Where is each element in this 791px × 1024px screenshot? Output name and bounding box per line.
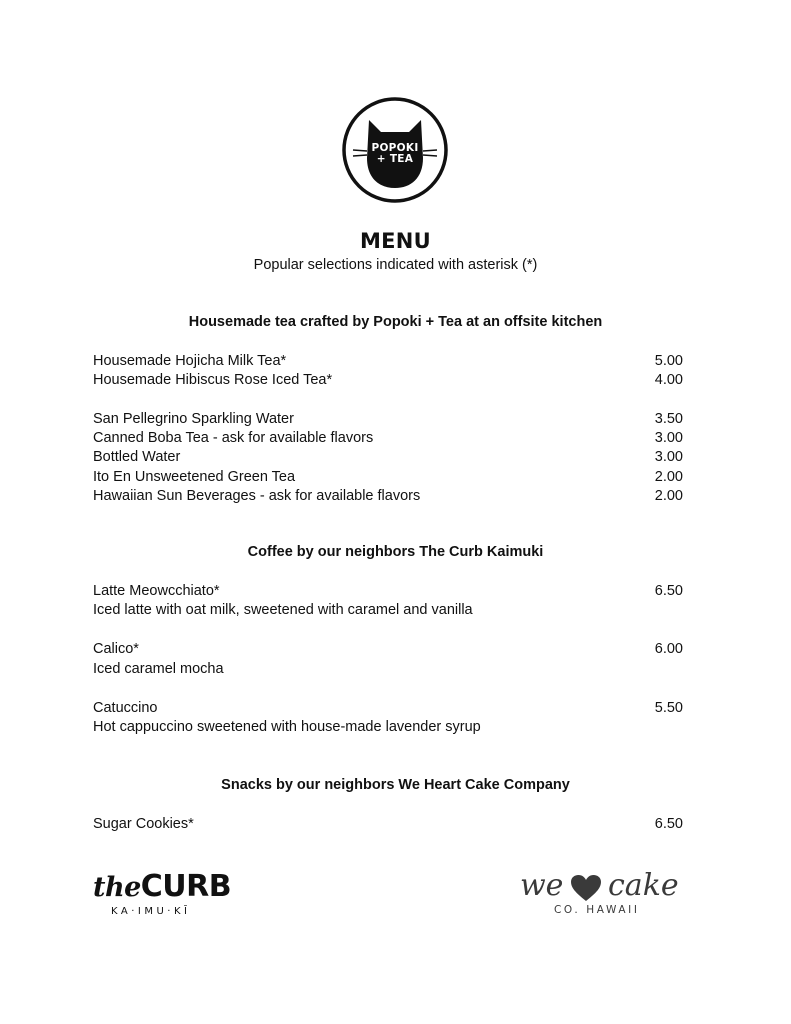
popoki-tea-logo (341, 96, 449, 204)
menu-item-price: 6.00 (654, 641, 683, 657)
section-heading-tea: Housemade tea crafted by Popoki + Tea at an offsite kitchen (188, 314, 603, 330)
menu-item-name: Housemade Hojicha Milk Tea* (93, 353, 287, 369)
menu-item (93, 449, 683, 469)
menu-item-name: Sugar Cookies* (93, 816, 194, 832)
menu-item-name: Canned Boba Tea - ask for available flavors (93, 430, 374, 446)
menu-item (93, 372, 683, 392)
cake-logo-we: we (520, 868, 564, 903)
menu-item-price: 3.50 (654, 411, 683, 427)
we-heart-cake-logo (518, 866, 688, 920)
menu-item (93, 583, 683, 603)
menu-item-price: 2.00 (654, 488, 683, 504)
menu-item (93, 488, 683, 508)
menu-item-price: 3.00 (654, 430, 683, 446)
menu-item-price: 3.00 (654, 449, 683, 465)
menu-item (93, 700, 683, 720)
heart-icon (570, 874, 602, 902)
menu-item-price: 6.50 (654, 583, 683, 599)
curb-logo-the: the (93, 872, 141, 903)
section-heading-coffee: Coffee by our neighbors The Curb Kaimuki (247, 544, 544, 560)
menu-item-name: San Pellegrino Sparkling Water (93, 411, 294, 427)
menu-item-description: Iced caramel mocha (93, 661, 224, 677)
menu-item-price: 5.50 (654, 700, 683, 716)
the-curb-logo (93, 870, 243, 920)
menu-item-name: Catuccino (93, 700, 158, 716)
cake-logo-cake: cake (608, 868, 679, 903)
menu-item-name: Calico* (93, 641, 139, 657)
menu-item-name: Bottled Water (93, 449, 181, 465)
menu-item-description: Iced latte with oat milk, sweetened with caramel and vanilla (93, 602, 473, 618)
menu-item-price: 6.50 (654, 816, 683, 832)
page-title: MENU (359, 229, 432, 253)
menu-item (93, 411, 683, 431)
menu-item-name: Latte Meowcchiato* (93, 583, 220, 599)
menu-item (93, 469, 683, 489)
menu-item (93, 430, 683, 450)
page-subtitle: Popular selections indicated with asterisk (*) (253, 257, 538, 273)
logo-text-line2: + TEA (376, 153, 414, 165)
menu-item-name: Ito En Unsweetened Green Tea (93, 469, 296, 485)
cake-logo-subtitle: CO. HAWAII (554, 904, 640, 916)
menu-item-price: 2.00 (654, 469, 683, 485)
curb-logo-subtitle: KA·IMU·KĪ (111, 906, 191, 917)
menu-item-price: 4.00 (654, 372, 683, 388)
section-heading-snacks: Snacks by our neighbors We Heart Cake Company (221, 777, 570, 793)
menu-item-name: Hawaiian Sun Beverages - ask for available flavors (93, 488, 421, 504)
menu-item (93, 641, 683, 661)
menu-item-price: 5.00 (654, 353, 683, 369)
menu-item (93, 816, 683, 836)
menu-item-description: Hot cappuccino sweetened with house-made lavender syrup (93, 719, 481, 735)
menu-item (93, 353, 683, 373)
menu-item-name: Housemade Hibiscus Rose Iced Tea* (93, 372, 333, 388)
curb-logo-curb: CURB (140, 869, 232, 904)
logo-text-line1: POPOKI (371, 142, 419, 154)
